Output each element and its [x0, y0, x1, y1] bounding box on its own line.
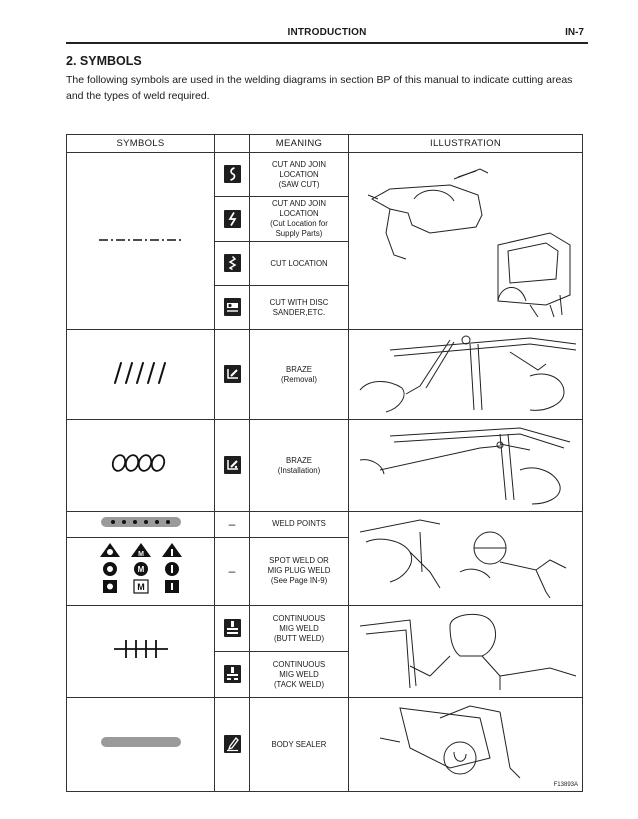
dash-dot-line-symbol [81, 235, 201, 245]
braze-removal-illustration [350, 330, 582, 414]
symbol-ovals [67, 420, 215, 512]
section-title: 2. SYMBOLS [66, 54, 142, 68]
icon-cell [215, 652, 250, 698]
meaning-spot-weld: SPOT WELD OR MIG PLUG WELD (See Page IN-9) [250, 537, 349, 605]
meaning-body-sealer: BODY SEALER [250, 698, 349, 792]
weld-points-symbol [91, 515, 191, 529]
mig-weld-illustration [350, 606, 582, 692]
icon-cell [215, 606, 250, 652]
car-body-illustration [350, 155, 582, 323]
icon-cell [215, 242, 250, 286]
spot-weld-illustration [350, 512, 582, 600]
table-header-row [67, 135, 583, 153]
icon-cell: – [215, 537, 250, 605]
intro-paragraph: The following symbols are used in the welding diagrams in section BP of this manual to indicate cutting areas and the types of weld required. [66, 74, 573, 102]
illustration-braze-removal [349, 330, 583, 420]
spot-weld-symbol-label: M [137, 564, 144, 574]
braze-installation-illustration [350, 420, 582, 506]
meaning-braze-installation: BRAZE (Installation) [250, 420, 349, 512]
meaning-saw-cut: CUT AND JOIN LOCATION (SAW CUT) [250, 153, 349, 197]
figure-label: F13893A [553, 782, 578, 788]
symbols-table [66, 134, 583, 792]
symbol-slashes [67, 330, 215, 420]
saw-cut-icon [224, 165, 241, 183]
illustration-cut-locations [349, 153, 583, 330]
icon-cell [215, 153, 250, 197]
symbol-spot-weld [67, 537, 215, 605]
cut-location-icon [224, 254, 241, 272]
illustration-braze-installation [349, 420, 583, 512]
symbol-dash-dot-line [67, 153, 215, 330]
header-icon-blank [215, 135, 250, 153]
symbol-weld-points [67, 512, 215, 538]
meaning-braze-removal: BRAZE (Removal) [250, 330, 349, 420]
body-sealer-icon [224, 735, 241, 753]
icon-cell [215, 197, 250, 242]
braze-installation-icon [224, 456, 241, 474]
header-symbols: SYMBOLS [67, 135, 215, 153]
table-row [67, 330, 583, 420]
braze-removal-symbol [101, 357, 181, 387]
page-number: IN-7 [565, 27, 584, 38]
meaning-mig-tack-weld: CONTINUOUS MIG WELD (TACK WELD) [250, 652, 349, 698]
body-sealer-illustration [350, 698, 582, 786]
braze-installation-symbol [101, 448, 181, 478]
table-row [67, 153, 583, 197]
meaning-cut-location: CUT LOCATION [250, 242, 349, 286]
mig-weld-symbol [106, 636, 176, 662]
spot-weld-symbol-label: M [137, 550, 144, 558]
meaning-disc-sander: CUT WITH DISC SANDER,ETC. [250, 286, 349, 330]
symbol-body-sealer [67, 698, 215, 792]
mig-tack-weld-icon [224, 665, 241, 683]
cut-location-supply-icon [224, 210, 241, 228]
icon-cell [215, 330, 250, 420]
symbol-mig-weld [67, 606, 215, 698]
icon-cell [215, 698, 250, 792]
spot-weld-symbol [96, 541, 186, 597]
table-row [67, 698, 583, 792]
table-row [67, 606, 583, 652]
icon-cell: – [215, 512, 250, 538]
spot-weld-symbol-label: M [136, 581, 145, 592]
icon-cell [215, 420, 250, 512]
page-header [66, 24, 588, 44]
braze-removal-icon [224, 365, 241, 383]
table-row [67, 512, 583, 538]
header-title: INTRODUCTION [287, 27, 367, 38]
illustration-body-sealer [349, 698, 583, 792]
meaning-cut-supply: CUT AND JOIN LOCATION (Cut Location for Supply Parts) [250, 197, 349, 242]
icon-cell [215, 286, 250, 330]
mig-butt-weld-icon [224, 619, 241, 637]
illustration-mig-weld [349, 606, 583, 698]
illustration-spot-weld [349, 512, 583, 606]
table-row [67, 420, 583, 512]
disc-sander-icon [224, 298, 241, 316]
meaning-weld-points: WELD POINTS [250, 512, 349, 538]
header-illustration: ILLUSTRATION [349, 135, 583, 153]
meaning-mig-butt-weld: CONTINUOUS MIG WELD (BUTT WELD) [250, 606, 349, 652]
header-meaning: MEANING [250, 135, 349, 153]
body-sealer-symbol [91, 735, 191, 749]
